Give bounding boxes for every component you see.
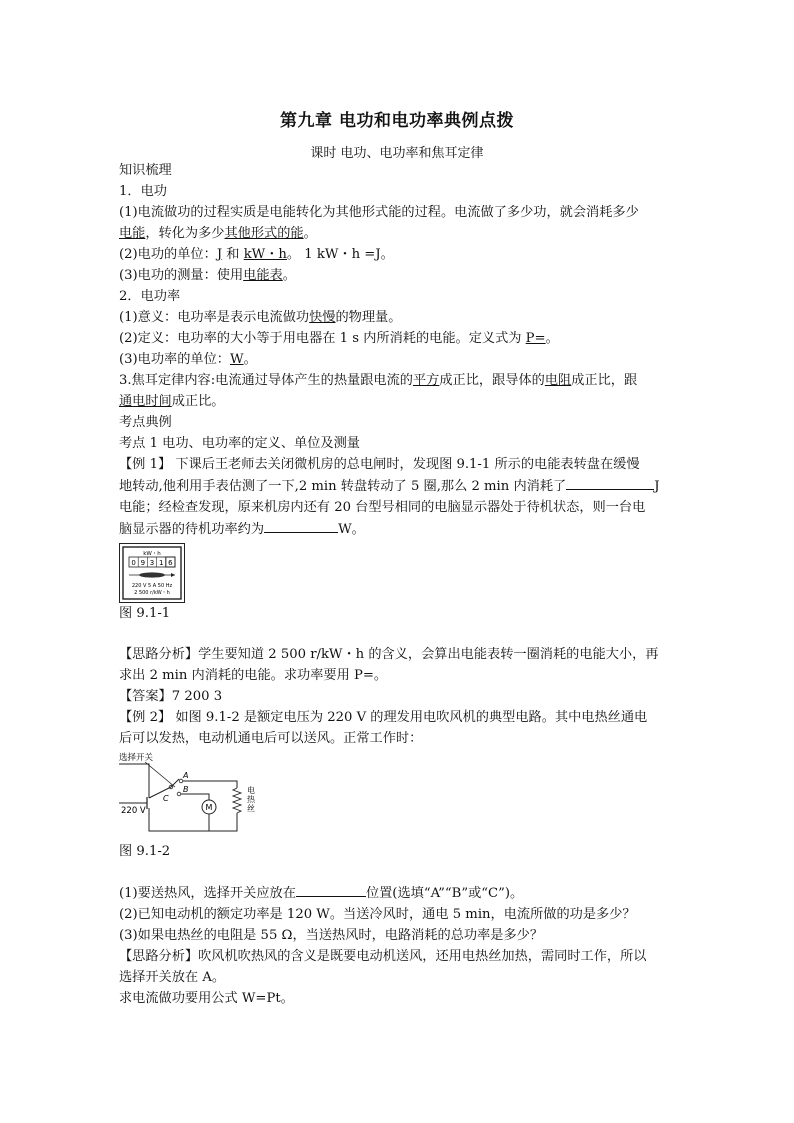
underlined-answer: P= bbox=[525, 331, 546, 346]
underlined-answer: 通电时间 bbox=[119, 394, 172, 409]
text-run: 地转动,他利用手表估测了一下,2 min 转盘转动了 5 圈,那么 2 min 内消耗了 bbox=[119, 479, 567, 494]
example-text: 【例 1】 下课后王老师去关闭微机房的总电闸时，发现图 9.1-1 所示的电能表转盘在缓慢 bbox=[119, 457, 640, 472]
lesson-subtitle: 课时 电功、电功率和焦耳定律 bbox=[310, 146, 484, 161]
paragraph bbox=[119, 349, 689, 370]
underlined-answer: J bbox=[216, 247, 223, 262]
example-text bbox=[119, 518, 689, 540]
selector-switch bbox=[149, 771, 189, 803]
text-run: 和 bbox=[222, 247, 244, 262]
hair-dryer-circuit-figure bbox=[119, 751, 259, 841]
question-text bbox=[119, 882, 689, 904]
terminal-a-label: A bbox=[183, 771, 189, 780]
text-run: 。 bbox=[303, 226, 317, 241]
heater-label-char: 热 bbox=[247, 795, 255, 804]
text-run: 成正比，跟 bbox=[571, 373, 638, 388]
heater-resistor bbox=[233, 788, 241, 813]
meter-digit: 6 bbox=[168, 559, 173, 567]
text-run: 成正比，跟导体的 bbox=[439, 373, 545, 388]
example-text: 后可以发热，电动机通电后可以送风。正常工作时： bbox=[119, 731, 423, 746]
text-run: 。 1 kW・h = bbox=[286, 247, 376, 262]
supply-voltage-label: 220 V bbox=[121, 806, 146, 816]
example-text: 【例 2】 如图 9.1-2 是额定电压为 220 V 的理发用电吹风机的典型电路。其中电热丝通电 bbox=[119, 710, 648, 725]
underlined-answer: 其他形式的能 bbox=[224, 226, 304, 241]
section-heading: 知识梳理 bbox=[119, 163, 172, 178]
paragraph bbox=[119, 391, 689, 412]
switch-label: 选择开关 bbox=[119, 753, 154, 763]
meter-spec-text: 2 500 r/kW・h bbox=[134, 590, 170, 596]
text-run: W。 bbox=[338, 522, 365, 537]
paragraph bbox=[119, 370, 689, 391]
figure-caption: 图 9.1-1 bbox=[119, 606, 171, 621]
question-text: (3)如果电热丝的电阻是 55 Ω，当送热风时，电路消耗的总功率是多少？ bbox=[119, 928, 544, 943]
meter-spec-text: 220 V 5 A 50 Hz bbox=[131, 583, 173, 589]
underlined-answer: 电能 bbox=[119, 226, 146, 241]
text-run: 。 bbox=[282, 268, 296, 283]
terminal-b-label: B bbox=[183, 785, 189, 794]
underlined-answer: 电阻 bbox=[544, 373, 572, 388]
answer-blank bbox=[264, 518, 338, 533]
terminal-c-label: C bbox=[163, 794, 169, 803]
answer-text: 【答案】7 200 3 bbox=[119, 689, 223, 704]
text-run: 位置(选填“A”“B”或“C”)。 bbox=[365, 886, 524, 901]
paragraph bbox=[119, 223, 689, 244]
underlined-answer: kW・h bbox=[243, 247, 287, 262]
spacer bbox=[119, 862, 689, 882]
text-run: 。 bbox=[545, 331, 559, 346]
spacer bbox=[119, 624, 689, 644]
document-body bbox=[119, 160, 689, 1009]
subsection-heading: 2．电功率 bbox=[119, 289, 181, 304]
meter-unit-label: kW・h bbox=[143, 551, 161, 557]
text-run: 的物理量。 bbox=[335, 310, 402, 325]
section-heading: 考点典例 bbox=[119, 415, 172, 430]
text-run: (1)意义：电功率是表示电流做功 bbox=[119, 310, 310, 325]
analysis-text: 【思路分析】吹风机吹热风的含义是既要电动机送风，还用电热丝加热，需同时工作，所以 bbox=[119, 949, 647, 964]
meter-digit-display bbox=[129, 557, 175, 567]
text-run: (3)电功的测量：使用 bbox=[119, 268, 244, 283]
text-run: (2)电功的单位： bbox=[119, 247, 217, 262]
meter-digit: 3 bbox=[149, 559, 155, 567]
paragraph bbox=[119, 265, 689, 286]
electric-meter-figure bbox=[119, 543, 185, 603]
figure-caption: 图 9.1-2 bbox=[119, 844, 171, 859]
paragraph bbox=[119, 328, 689, 349]
subsection-heading: 1．电功 bbox=[119, 184, 167, 199]
analysis-text: 求出 2 min 内消耗的电能。求功率要用 P=。 bbox=[119, 668, 388, 683]
underlined-answer: 平方 bbox=[412, 373, 440, 388]
paragraph bbox=[119, 307, 689, 328]
heater-label-char: 丝 bbox=[247, 804, 255, 813]
question-text: (2)已知电动机的额定功率是 120 W。当送冷风时，通电 5 min，电流所做的功是多少？ bbox=[119, 907, 636, 922]
text-run: 成正比。 bbox=[171, 394, 225, 409]
text-run: ，转化为多少 bbox=[145, 226, 225, 241]
example-text: 电能；经检查发现，原来机房内还有 20 台型号相同的电脑显示器处于待机状态，则一台电 bbox=[119, 500, 646, 515]
answer-blank bbox=[296, 882, 366, 897]
text-run: (2)定义：电功率的大小等于用电器在 1 s 内所消耗的电能。定义式为 bbox=[119, 331, 526, 346]
analysis-text: 选择开关放在 A。 bbox=[119, 970, 226, 985]
text-run: 。 bbox=[243, 352, 257, 367]
meter-digit: 0 bbox=[131, 559, 136, 567]
example-text bbox=[119, 475, 689, 497]
text-run: 3.焦耳定律内容:电流通过导体产生的热量跟电流的 bbox=[119, 373, 413, 388]
text-run: J bbox=[654, 479, 660, 494]
topic-heading: 考点 1 电功、电功率的定义、单位及测量 bbox=[119, 436, 360, 451]
text-run: 脑显示器的待机功率约为 bbox=[119, 522, 265, 537]
text-run: (3)电功率的单位： bbox=[119, 352, 230, 367]
motor-label: M bbox=[205, 803, 213, 812]
meter-digit: 9 bbox=[140, 559, 146, 567]
analysis-text: 求电流做功要用公式 W=Pt。 bbox=[119, 991, 294, 1006]
text-run: J。 bbox=[375, 247, 394, 262]
underlined-answer: 快慢 bbox=[309, 310, 336, 325]
analysis-text: 【思路分析】学生要知道 2 500 r/kW・h 的含义，会算出电能表转一圈消耗的电能大小，再 bbox=[119, 647, 659, 662]
answer-blank bbox=[566, 475, 654, 490]
heater-label-char: 电 bbox=[247, 786, 255, 795]
underlined-answer: W bbox=[230, 352, 244, 367]
motor-symbol bbox=[202, 800, 216, 814]
meter-digit: 1 bbox=[158, 559, 164, 567]
underlined-answer: 电能表 bbox=[243, 268, 283, 283]
text-run: (1)要送热风，选择开关应放在 bbox=[119, 886, 296, 901]
paragraph bbox=[119, 244, 689, 265]
wiring bbox=[119, 764, 237, 831]
chapter-title: 第九章 电功和电功率典例点拨 bbox=[280, 111, 514, 131]
paragraph: (1)电流做功的过程实质是电能转化为其他形式能的过程。电流做了多少功，就会消耗多少 bbox=[119, 205, 639, 220]
